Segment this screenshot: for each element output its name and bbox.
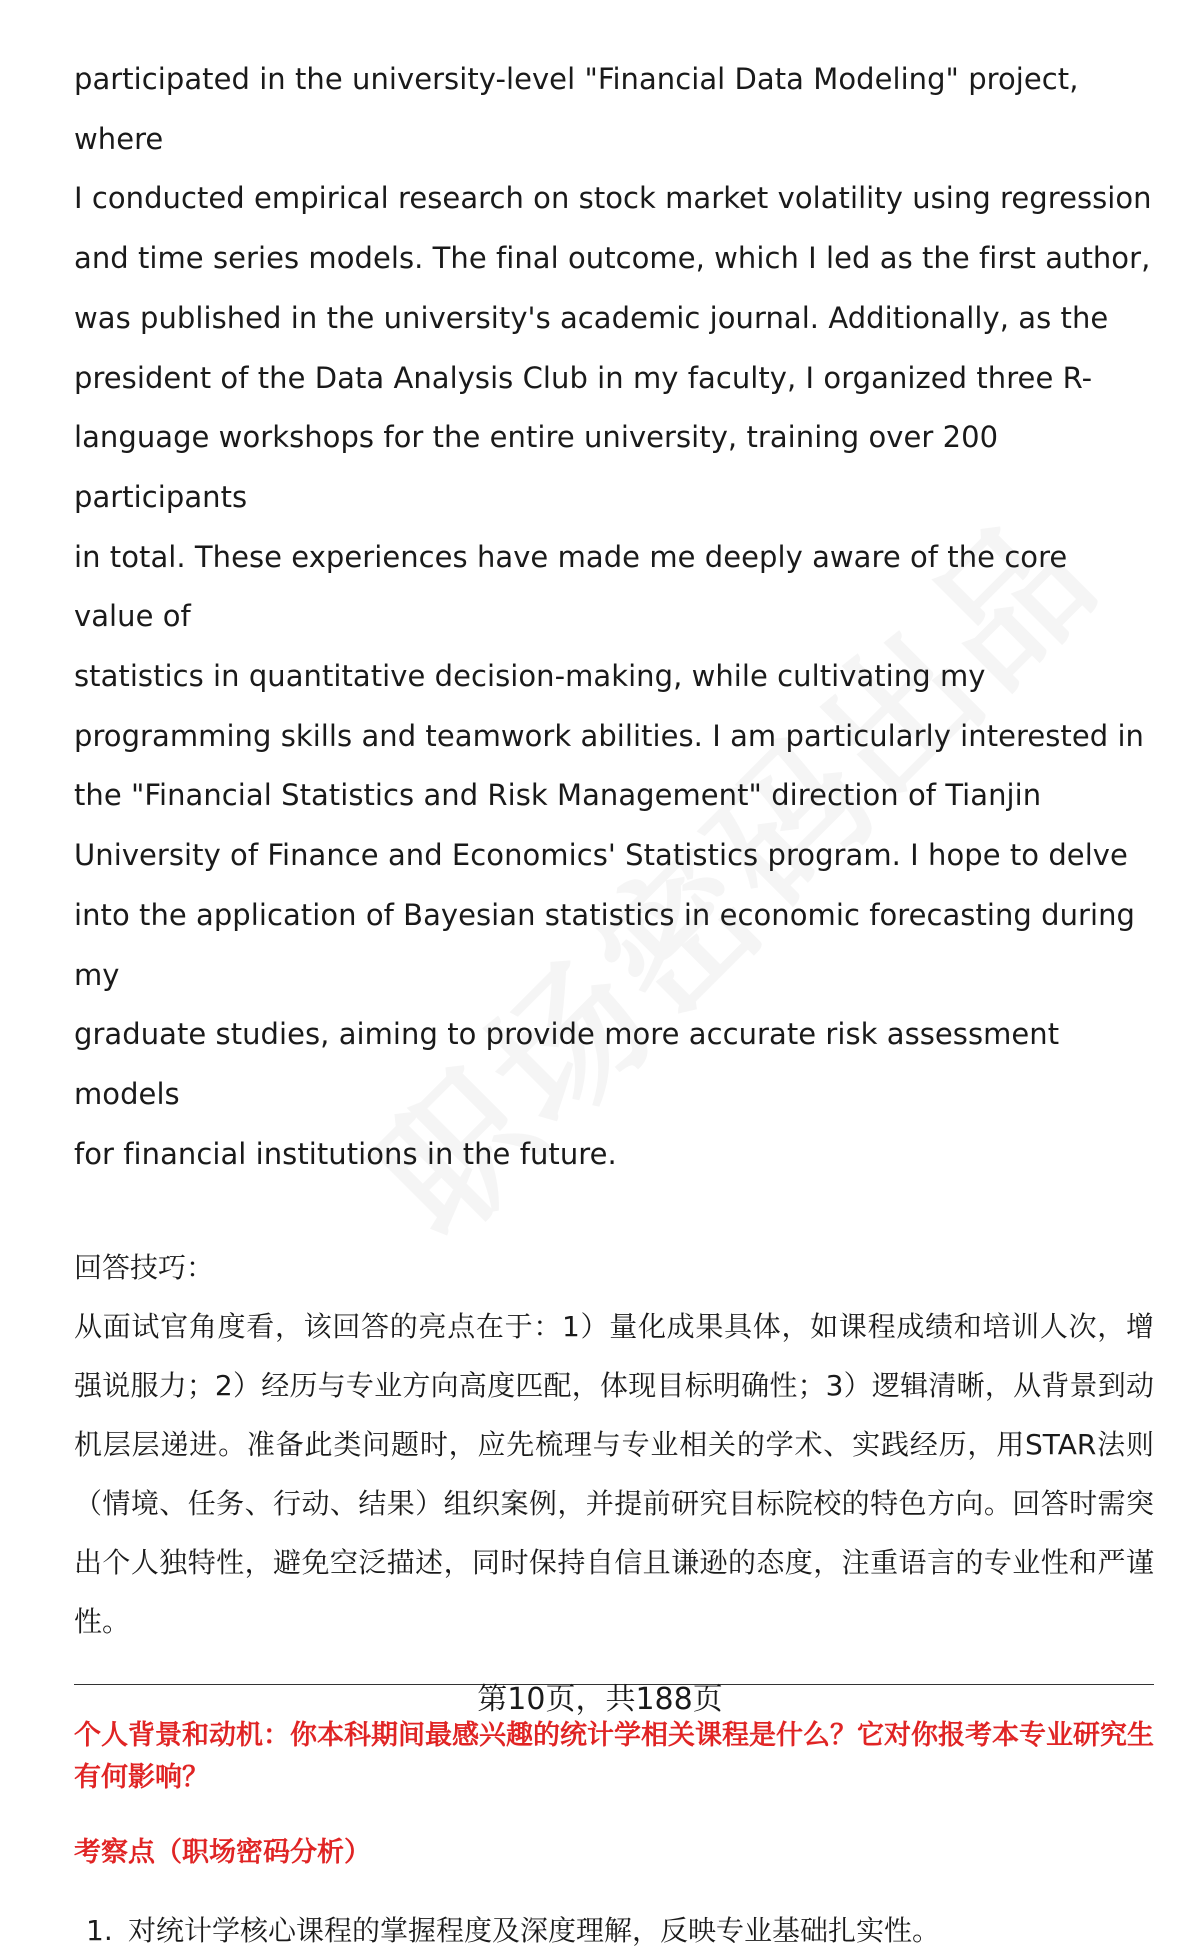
paragraph-line: I conducted empirical research on stock market volatility using regression — [74, 181, 1152, 216]
paragraph-line: language workshops for the entire university, training over 200 participants — [74, 420, 999, 514]
paragraph-line: president of the Data Analysis Club in my faculty, I organized three R- — [74, 360, 1093, 395]
list-item — [74, 1909, 1154, 1953]
paragraph-line: was published in the university's academic journal. Additionally, as the — [74, 300, 1109, 335]
english-paragraph — [74, 50, 1154, 1184]
paragraph-line: participated in the university-level "Financial Data Modeling" project, where — [74, 62, 1079, 156]
tips-body: 从面试官角度看，该回答的亮点在于：1）量化成果具体，如课程成绩和培训人次，增强说服力；2）经历与专业方向高度匹配，体现目标明确性；3）逻辑清晰，从背景到动机层层递进。准备此类问题时，应先梳理与专业相关的学术、实践经历，用STAR法则（情境、任务、行动、结果）组织案例，并提前研究目标院校的特色方向。回答时需突出个人独特性，避免空泛描述，同时保持自信且谦逊的态度，注重语言的专业性和严谨性。 — [74, 1310, 1154, 1639]
paragraph-line: into the application of Bayesian statistics in economic forecasting during my — [74, 897, 1135, 992]
paragraph-line: in total. These experiences have made me deeply aware of the core value of — [74, 539, 1068, 634]
paragraph-line: University of Finance and Economics' Statistics program. I hope to delve — [74, 838, 1128, 873]
list-item-text: 对统计学核心课程的掌握程度及深度理解，反映专业基础扎实性。 — [128, 1914, 941, 1948]
paragraph-line: programming skills and teamwork abilities. I am particularly interested in — [74, 718, 1144, 753]
paragraph-line: the "Financial Statistics and Risk Management" direction of Tianjin — [74, 778, 1042, 813]
paragraph-line: for financial institutions in the future. — [74, 1136, 617, 1171]
paragraph-line: statistics in quantitative decision-making, while cultivating my — [74, 659, 986, 694]
assessment-points-list — [74, 1909, 1154, 1953]
list-item-number: 1. — [86, 1914, 113, 1948]
question-heading: 个人背景和动机：你本科期间最感兴趣的统计学相关课程是什么？它对你报考本专业研究生有何影响？ — [74, 1720, 1154, 1794]
assessment-points-heading: 考察点（职场密码分析） — [74, 1837, 371, 1869]
paragraph-line: graduate studies, aiming to provide more accurate risk assessment models — [74, 1017, 1060, 1111]
tips-label: 回答技巧： — [74, 1251, 215, 1285]
page-footer: 第10页，共188页 — [477, 1682, 723, 1717]
paragraph-line: and time series models. The final outcome, which I led as the first author, — [74, 241, 1151, 276]
document-page — [74, 50, 1154, 1953]
